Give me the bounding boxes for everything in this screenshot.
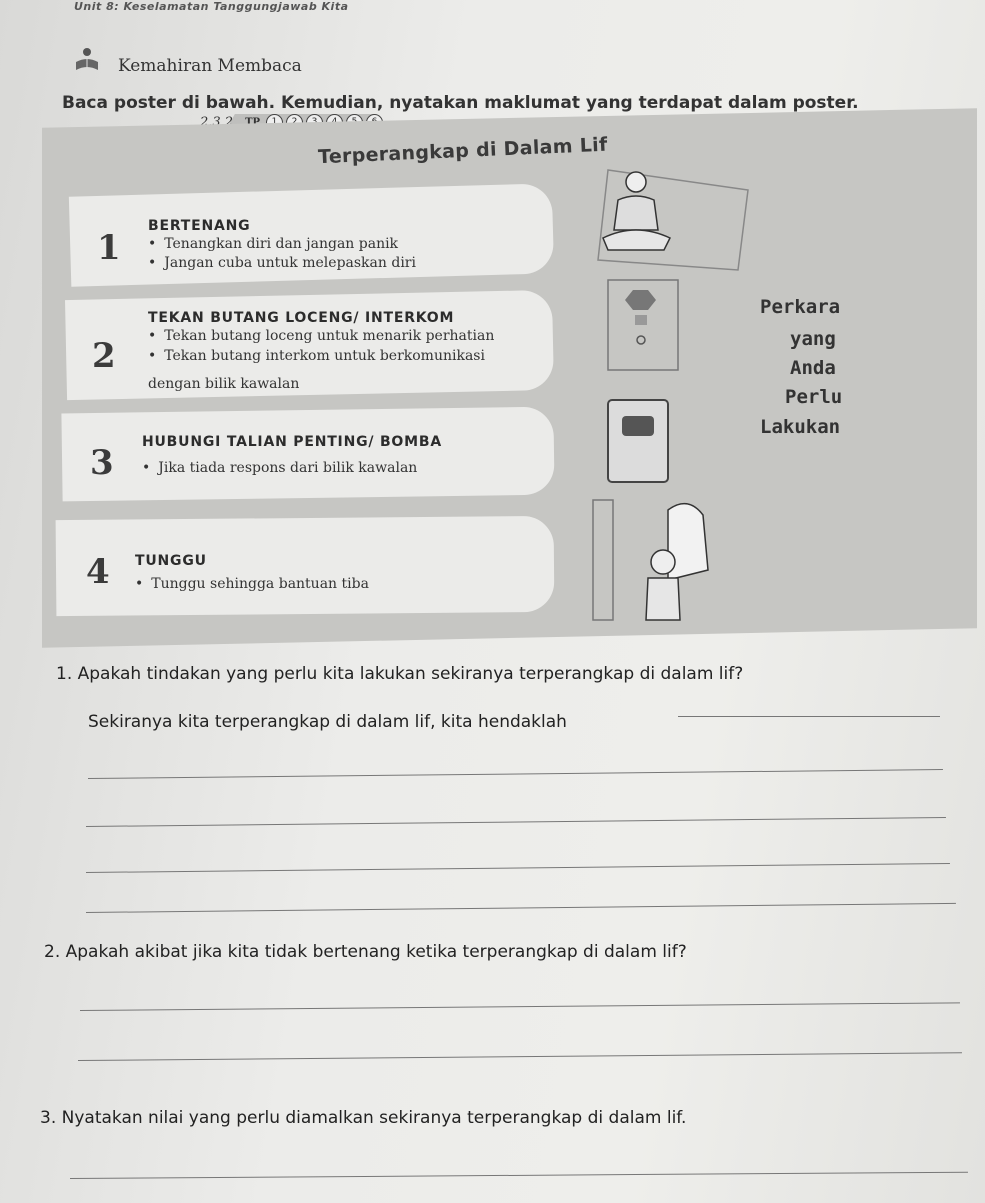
step-number: 1 [97, 228, 121, 268]
poster-title: Terperangkap di Dalam Lif [317, 133, 608, 169]
reading-icon [72, 44, 102, 74]
answer-line[interactable] [86, 863, 950, 873]
answer-line[interactable] [86, 817, 946, 827]
step-number: 3 [90, 443, 114, 483]
step-item: • Tenangkan diri dan jangan panik [148, 236, 398, 252]
side-text-line: Lakukan [760, 416, 841, 438]
standard-code: 2.3.2 [200, 114, 234, 130]
step-item-continued: dengan bilik kawalan [148, 376, 300, 392]
step-item: • Jangan cuba untuk melepaskan diri [148, 255, 416, 271]
step-number: 2 [92, 336, 116, 376]
unit-header: Unit 8: Keselamatan Tanggungjawab Kita [74, 0, 349, 13]
side-text-line: Perkara [760, 296, 841, 318]
step-3-card [61, 407, 554, 502]
step-2-card [65, 290, 554, 400]
step-heading: HUBUNGI TALIAN PENTING/ BOMBA [142, 434, 442, 450]
answer-line[interactable] [88, 769, 943, 779]
side-text-line: yang [790, 328, 836, 350]
side-text-line: Anda [790, 357, 836, 379]
question-3: 3. Nyatakan nilai yang perlu diamalkan sekiranya terperangkap di dalam lif. [40, 1108, 687, 1128]
answer-line[interactable] [86, 903, 956, 913]
side-text-line: Perlu [785, 386, 843, 408]
answer-line[interactable] [678, 716, 940, 717]
calm-person-icon [598, 170, 748, 270]
tp-label: TP [245, 116, 261, 128]
lift-illustrations [548, 150, 808, 630]
step-heading: TEKAN BUTANG LOCENG/ INTERKOM [148, 310, 455, 326]
step-1-card [69, 183, 554, 286]
step-item: • Tunggu sehingga bantuan tiba [135, 576, 369, 592]
step-item: • Jika tiada respons dari bilik kawalan [142, 460, 417, 476]
question-1-prompt: Sekiranya kita terperangkap di dalam lif, kita hendaklah [88, 712, 567, 732]
step-item: • Tekan butang interkom untuk berkomunikasi [148, 348, 485, 364]
mother-and-child-icon [593, 500, 708, 620]
step-4-card [56, 516, 555, 616]
question-2: 2. Apakah akibat jika kita tidak bertenang ketika terperangkap di dalam lif? [44, 942, 687, 962]
answer-line[interactable] [70, 1172, 968, 1179]
telephone-icon [608, 400, 668, 482]
lift-button-panel-icon [608, 280, 678, 370]
step-heading: TUNGGU [135, 553, 207, 569]
question-1: 1. Apakah tindakan yang perlu kita lakukan sekiranya terperangkap di dalam lif? [56, 664, 744, 684]
step-item: • Tekan butang loceng untuk menarik perhatian [148, 328, 494, 344]
section-heading [72, 42, 302, 76]
section-title: Kemahiran Membaca [118, 56, 302, 76]
answer-line[interactable] [78, 1052, 962, 1061]
step-number: 4 [86, 552, 110, 592]
answer-line[interactable] [80, 1002, 960, 1011]
instruction-text: Baca poster di bawah. Kemudian, nyatakan maklumat yang terdapat dalam poster. [62, 93, 859, 113]
step-heading: BERTENANG [148, 218, 251, 234]
